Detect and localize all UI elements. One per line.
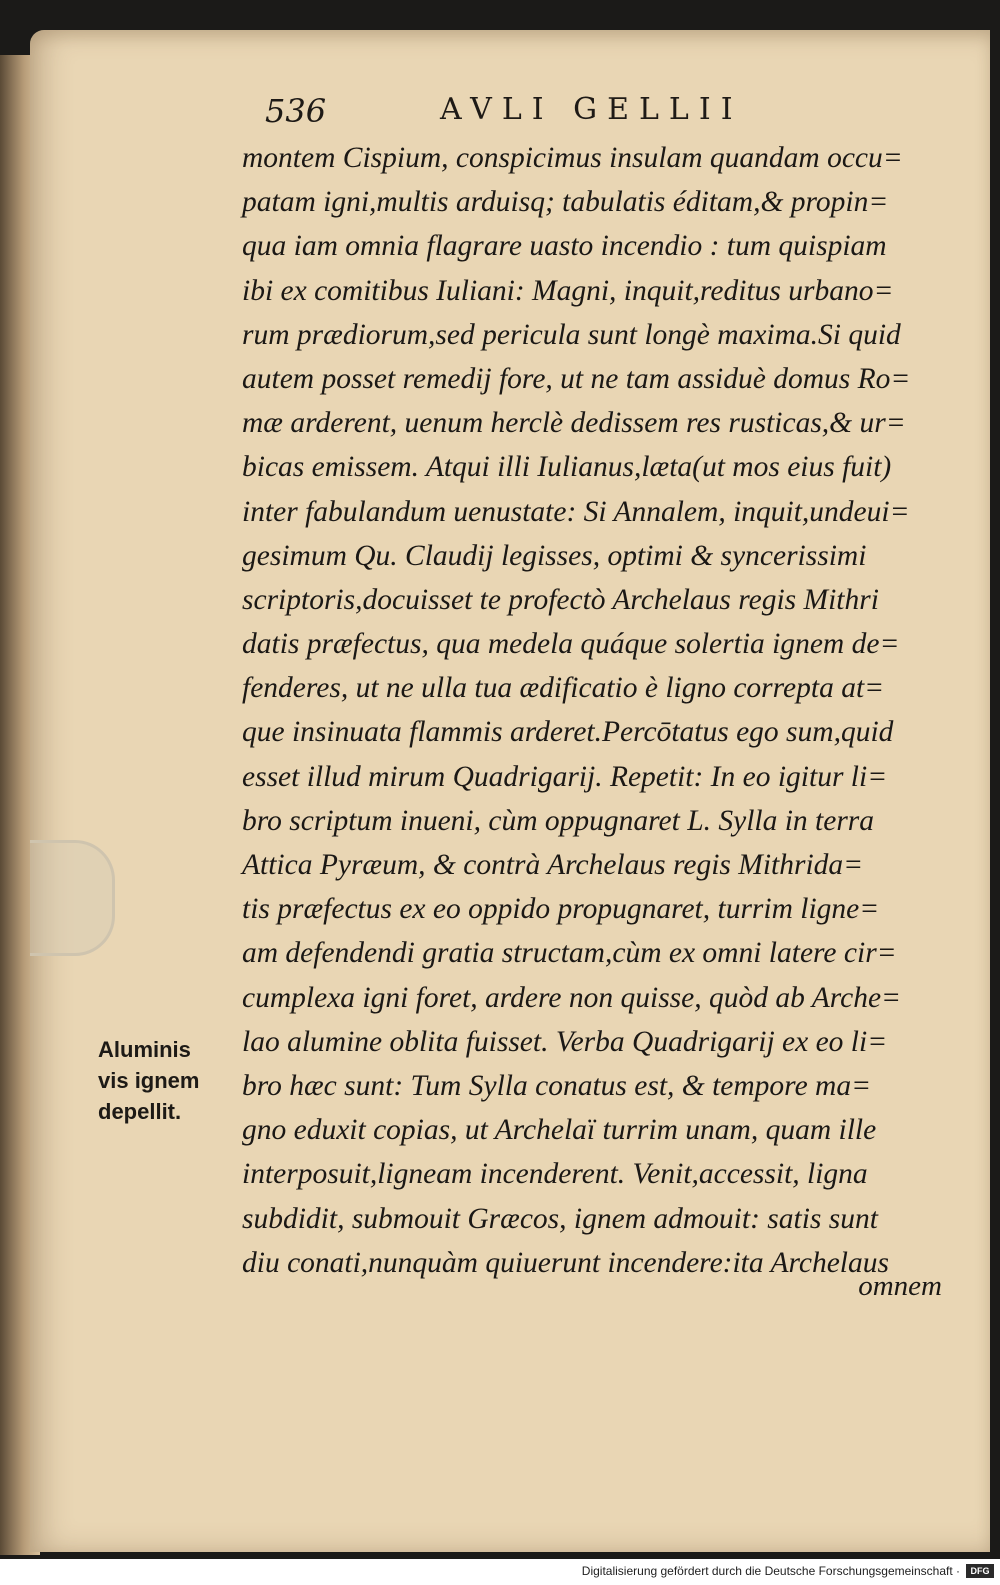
text-line: autem posset remedij fore, ut ne tam assiduè domus Ro= [242,362,911,395]
text-line: gesimum Qu. Claudij legisses, optimi & syncerissimi [242,539,867,572]
text-line: patam igni,multis arduisq; tabulatis éditam,& propin= [242,186,889,219]
marginal-note-line: depellit. [98,1099,182,1124]
body-text [242,136,932,1285]
text-line: interposuit,ligneam incenderent. Venit,accessit, ligna [242,1158,868,1191]
marginal-note-line: vis ignem [98,1068,200,1093]
page-header [265,92,765,142]
catchword: omnem [858,1270,942,1302]
text-line: gno eduxit copias, ut Archelaï turrim unam, quam ille [242,1114,877,1147]
text-line: cumplexa igni foret, ardere non quisse, quòd ab Arche= [242,981,901,1014]
text-line: tis præfectus ex eo oppido propugnaret, turrim ligne= [242,893,880,926]
text-line: scriptoris,docuisset te profectò Archelaus regis Mithri [242,583,879,616]
page-clip [30,840,115,956]
footer-bar [0,1559,1000,1585]
text-line: datis præfectus, qua medela quáque solertia ignem de= [242,628,900,661]
text-line: esset illud mirum Quadrigarij. Repetit: In eo igitur li= [242,760,888,793]
marginal-note-line: Aluminis [98,1037,191,1062]
text-line: rum prædiorum,sed pericula sunt longè maxima.Si quid [242,318,901,351]
text-line: lao alumine oblita fuisset. Verba Quadrigarij ex eo li= [242,1025,888,1058]
marginal-note [98,1034,238,1127]
text-line: mæ arderent, uenum herclè dedissem res rusticas,& ur= [242,407,906,440]
funding-credit: Digitalisierung gefördert durch die Deutsche Forschungsgemeinschaft · [581,1564,960,1578]
text-line: am defendendi gratia structam,cùm ex omni latere cir= [242,937,897,970]
text-line: que insinuata flammis arderet.Percōtatus ego sum,quid [242,716,894,749]
text-line: diu conati,nunquàm quiuerunt incendere:ita Archelaus [242,1246,889,1279]
dfg-logo-icon: DFG [966,1564,994,1578]
page-number: 536 [265,92,327,130]
running-head: AVLI GELLII [440,92,743,127]
text-line: subdidit, submouit Græcos, ignem admouit: satis sunt [242,1202,878,1235]
text-line: qua iam omnia flagrare uasto incendio : tum quispiam [242,230,887,263]
text-line: Attica Pyræum, & contrà Archelaus regis Mithrida= [242,849,864,881]
text-line: bicas emissem. Atqui illi Iulianus,læta(ut mos eius fuit) [242,451,892,484]
text-line: fenderes, ut ne ulla tua ædificatio è ligno correpta at= [242,672,885,705]
text-line: ibi ex comitibus Iuliani: Magni, inquit,reditus urbano= [242,274,894,307]
text-line: montem Cispium, conspicimus insulam quandam occu= [242,142,903,174]
text-line: bro scriptum inueni, cùm oppugnaret L. Sylla in terra [242,804,875,837]
text-line: inter fabulandum uenustate: Si Annalem, inquit,undeui= [242,495,910,528]
text-line: bro hæc sunt: Tum Sylla conatus est, & tempore ma= [242,1069,871,1102]
